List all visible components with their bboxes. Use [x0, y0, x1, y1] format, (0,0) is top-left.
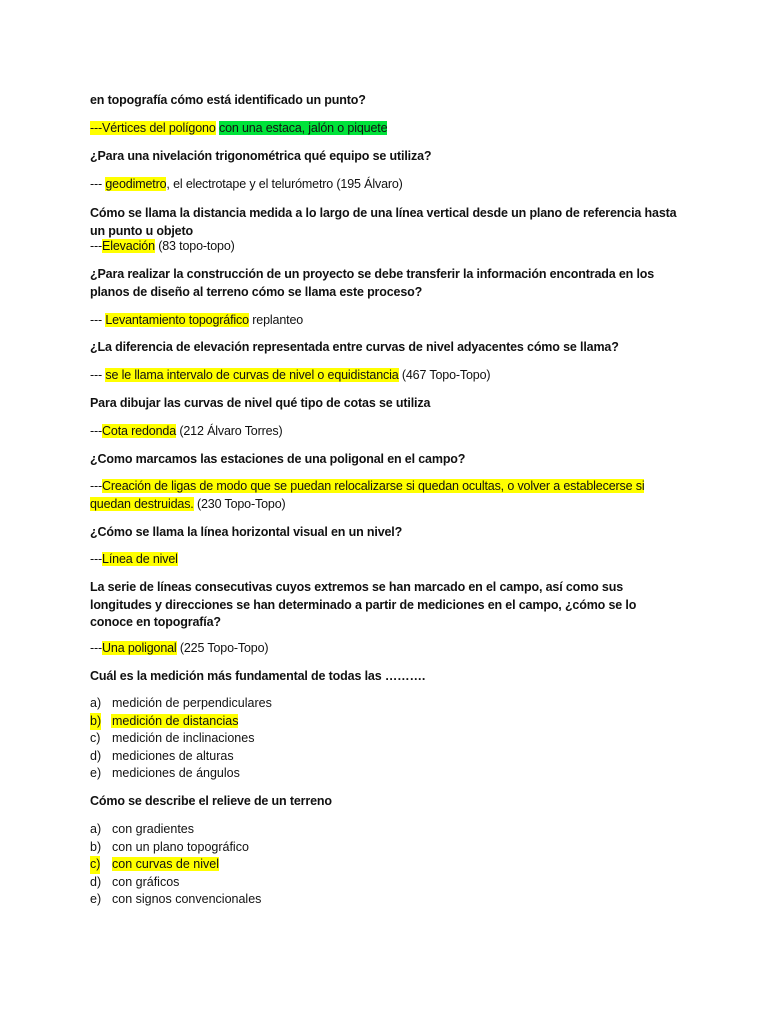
option-text: mediciones de alturas [112, 748, 234, 763]
option-item [90, 695, 272, 713]
option-text: con curvas de nivel [112, 857, 220, 871]
answer-prefix: --- [90, 121, 103, 135]
option-item [90, 765, 272, 783]
option-text: medición de inclinaciones [112, 731, 255, 745]
answer-rest: (212 Álvaro Torres) [176, 424, 283, 438]
option-text: medición de distancias [112, 713, 239, 728]
answer-prefix: --- [90, 479, 103, 493]
question-3: Cómo se llama la distancia medida a lo largo de una línea vertical desde un plano de referencia hasta un punto u objeto [90, 206, 677, 238]
answer-7 [90, 478, 680, 513]
answer-highlight: Una poligonal [102, 641, 177, 655]
option-letter: a) [90, 696, 102, 710]
answer-rest: (83 topo-topo) [154, 239, 235, 253]
option-letter: e) [90, 766, 102, 780]
answer-highlight: se le llama intervalo de curvas de nivel o equidistancia [105, 368, 399, 382]
answer-highlight: geodimetro [105, 177, 167, 191]
option-letter: b) [90, 713, 101, 731]
option-letter: a) [90, 822, 102, 836]
question-11: Cómo se describe el relieve de un terreno [90, 794, 332, 808]
options-list-10 [90, 695, 272, 783]
option-item [90, 730, 272, 748]
option-item [90, 821, 261, 839]
answer-highlight: Línea de nivel [102, 552, 178, 566]
answer-1 [90, 120, 680, 138]
answer-highlight: Vértices del polígono [102, 121, 216, 135]
answer-2 [90, 176, 680, 194]
option-letter: e) [90, 892, 102, 906]
answer-5 [90, 367, 680, 385]
option-item [90, 891, 261, 909]
answer-9 [90, 640, 680, 658]
option-text: con gradientes [112, 822, 195, 836]
question-2: ¿Para una nivelación trigonométrica qué equipo se utiliza? [90, 149, 432, 163]
answer-rest: (230 Topo-Topo) [193, 496, 286, 511]
answer-highlight-green: con una estaca, jalón o piquete [218, 121, 388, 135]
answer-prefix: --- [90, 239, 103, 253]
option-item [90, 874, 261, 892]
option-text: con un plano topográfico [112, 839, 249, 854]
answer-6 [90, 423, 680, 441]
option-item [90, 748, 272, 766]
answer-rest: replanteo [248, 313, 304, 327]
answer-prefix: --- [90, 368, 106, 382]
answer-3 [90, 238, 680, 256]
question-5: ¿La diferencia de elevación representada entre curvas de nivel adyacentes cómo se llama? [90, 340, 619, 354]
option-text: con gráficos [112, 874, 180, 889]
answer-prefix: --- [90, 641, 103, 655]
option-letter: d) [90, 874, 102, 889]
question-8: ¿Cómo se llama la línea horizontal visual en un nivel? [90, 525, 403, 539]
question-4: ¿Para realizar la construcción de un proyecto se debe transferir la información encontrada en los planos de diseño al terreno cómo se llama este proceso? [90, 267, 655, 299]
answer-rest: (467 Topo-Topo) [398, 368, 491, 382]
answer-prefix: --- [90, 177, 106, 191]
answer-4 [90, 312, 680, 330]
answer-prefix: --- [90, 313, 106, 327]
question-10: Cuál es la medición más fundamental de todas las ………. [90, 669, 426, 683]
options-list-11 [90, 821, 261, 909]
answer-prefix: --- [90, 552, 103, 566]
answer-rest: (225 Topo-Topo) [176, 641, 269, 655]
option-letter: d) [90, 748, 102, 763]
answer-prefix: --- [90, 424, 103, 438]
option-item [90, 839, 261, 857]
option-letter: b) [90, 839, 102, 854]
answer-8 [90, 551, 680, 569]
question-1: en topografía cómo está identificado un punto? [90, 93, 366, 107]
option-text: medición de perpendiculares [112, 696, 272, 710]
option-item-highlighted [90, 856, 261, 874]
answer-highlight: Creación de ligas de modo que se puedan relocalizarse si quedan ocultas, o volver a establecerse si quedan destruidas. [90, 479, 645, 511]
question-6: Para dibujar las curvas de nivel qué tipo de cotas se utiliza [90, 396, 431, 410]
answer-highlight: Levantamiento topográfico [105, 313, 249, 327]
question-9: La serie de líneas consecutivas cuyos extremos se han marcado en el campo, así como sus longitudes y direcciones se han determinado a partir de mediciones en el campo, ¿cómo se lo conoce en topografía? [90, 580, 637, 629]
answer-rest: , el electrotape y el telurómetro (195 Álvaro) [166, 177, 403, 191]
option-letter: c) [90, 731, 101, 745]
option-item-highlighted [90, 713, 272, 731]
option-letter: c) [90, 856, 100, 874]
question-7: ¿Como marcamos las estaciones de una poligonal en el campo? [90, 452, 466, 466]
option-text: con signos convencionales [112, 892, 262, 906]
option-text: mediciones de ángulos [112, 766, 240, 780]
answer-highlight: Elevación [102, 239, 155, 253]
answer-highlight: Cota redonda [102, 424, 176, 438]
